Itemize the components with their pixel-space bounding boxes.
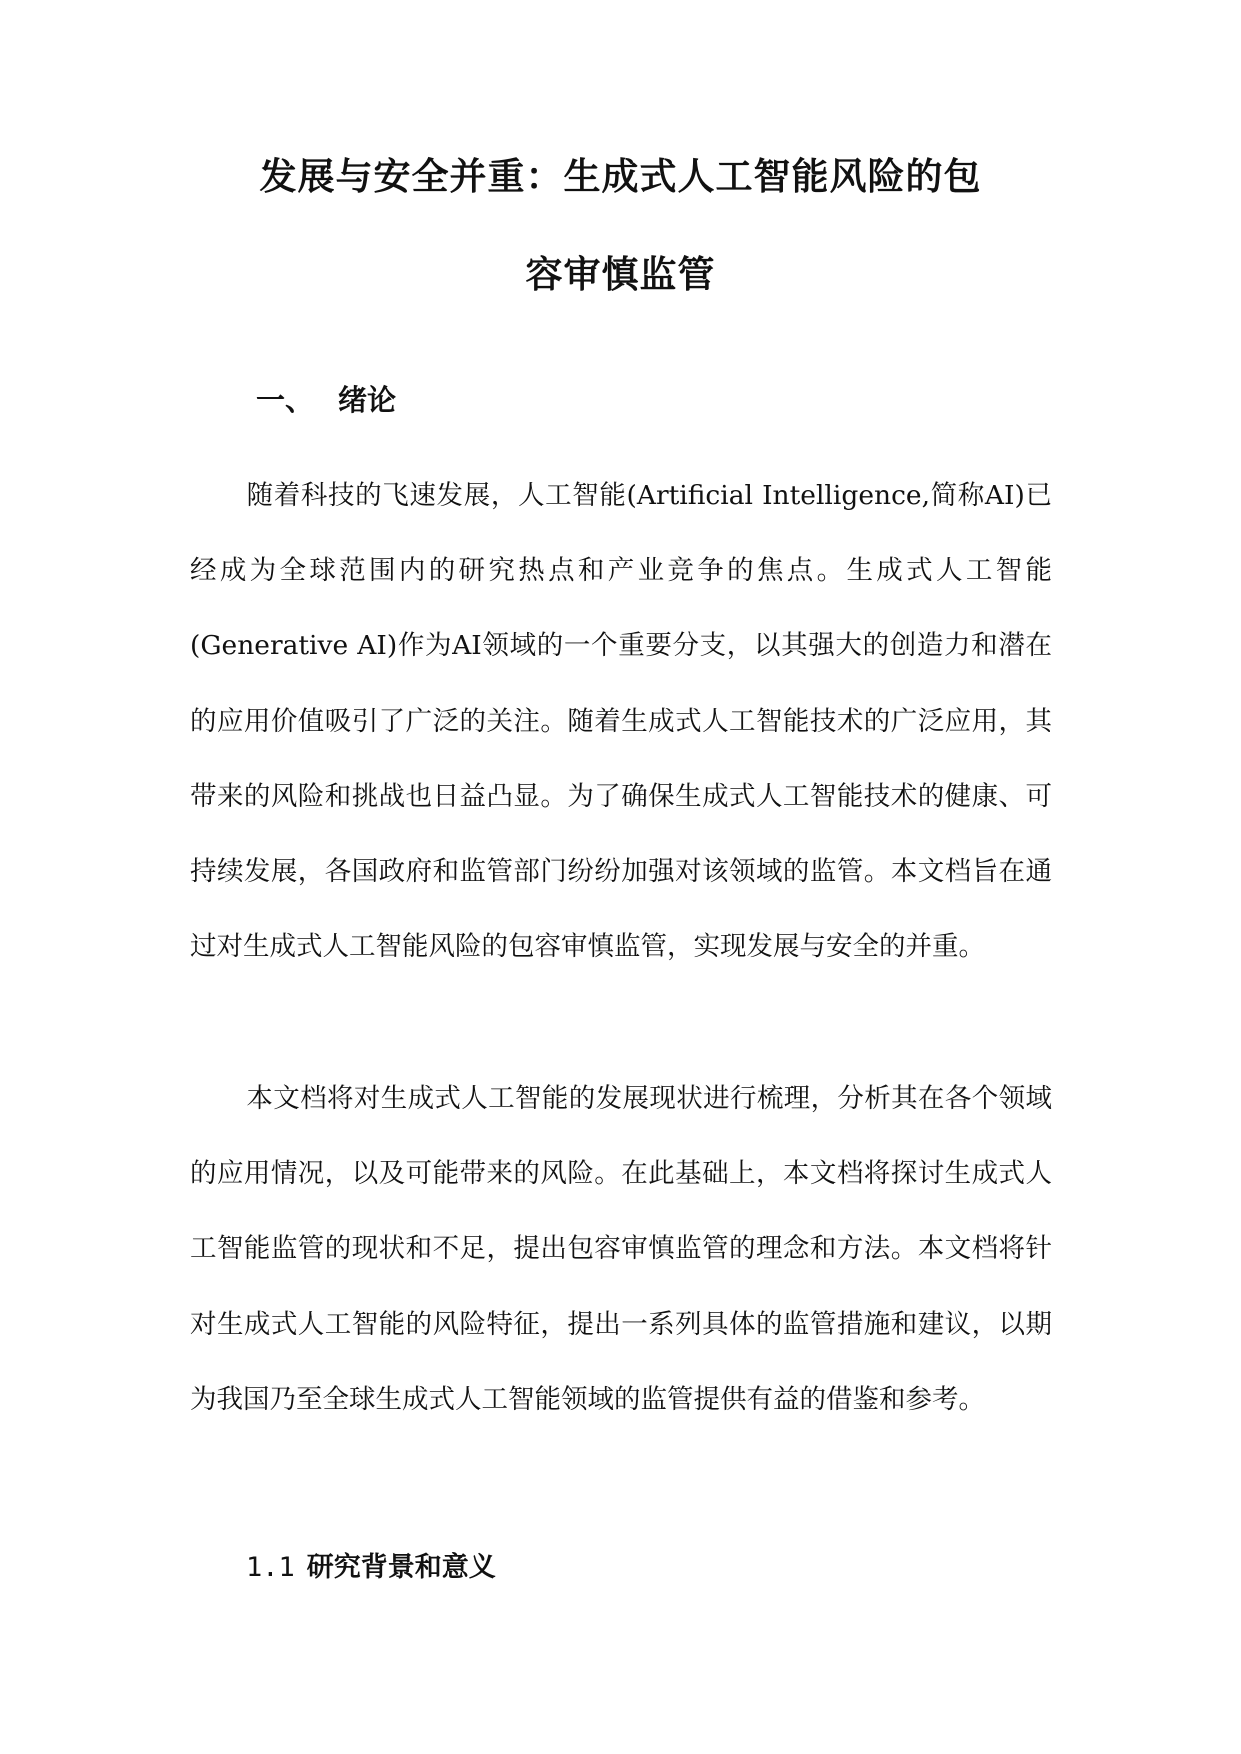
body-paragraph — [190, 458, 1052, 984]
subsection-title: 研究背景和意义 — [306, 1552, 496, 1583]
section-title: 绪论 — [338, 383, 397, 417]
subsection-number: 1.1 — [246, 1552, 295, 1583]
body-paragraph — [190, 1061, 1052, 1437]
paragraph-text: 随着科技的飞速发展，人工智能(Artificial Intelligence,简称AI)已经成为全球范围内的研究热点和产业竞争的焦点。生成式人工智能(Generative AI)作为AI领域的一个重要分支，以其强大的创造力和潜在的应用价值吸引了广泛的关注。随着生成式人工智能技术的广泛应用，其带来的风险和挑战也日益凸显。为了确保生成式人工智能技术的健康、可持续发展，各国政府和监管部门纷纷加强对该领域的监管。本文档旨在通过对生成式人工智能风险的包容审慎监管，实现发展与安全的并重。 — [190, 480, 1052, 963]
section-number: 一、 — [256, 383, 315, 417]
document-title-line-2: 容审慎监管 — [525, 253, 716, 296]
subsection-heading — [246, 1548, 496, 1588]
document-title-line-1: 发展与安全并重：生成式人工智能风险的包 — [259, 155, 982, 198]
paragraph-text: 本文档将对生成式人工智能的发展现状进行梳理，分析其在各个领域的应用情况，以及可能带来的风险。在此基础上，本文档将探讨生成式人工智能监管的现状和不足，提出包容审慎监管的理念和方法。本文档将针对生成式人工智能的风险特征，提出一系列具体的监管措施和建议，以期为我国乃至全球生成式人工智能领域的监管提供有益的借鉴和参考。 — [190, 1083, 1052, 1415]
section-heading — [256, 380, 396, 420]
